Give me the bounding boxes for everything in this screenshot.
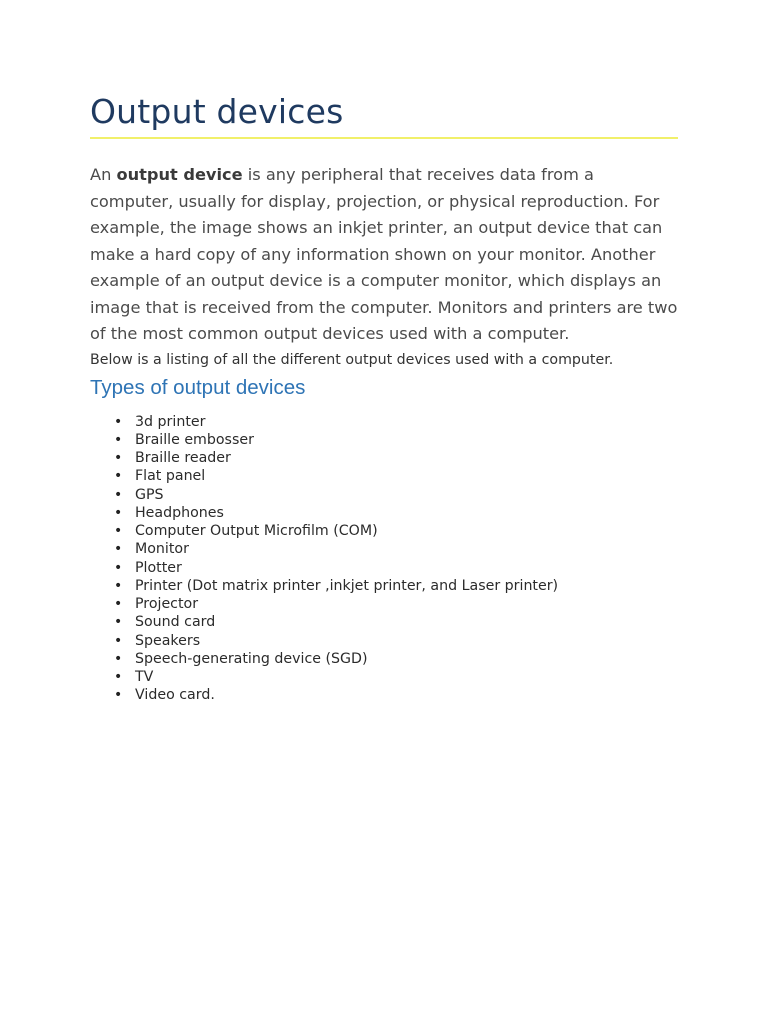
list-item (90, 522, 680, 540)
list-item-label: Braille reader (135, 450, 231, 466)
bullet-icon: • (114, 504, 123, 521)
bullet-icon: • (114, 632, 123, 649)
list-item-label: Video card. (135, 687, 215, 704)
bullet-icon: • (114, 596, 123, 612)
list-item-label: Monitor (135, 541, 189, 558)
intro-paragraph (90, 162, 680, 348)
intro-term: output device (116, 165, 243, 184)
list-item-label: Speakers (135, 632, 201, 649)
bullet-icon: • (114, 468, 123, 485)
bullet-icon: • (114, 541, 123, 558)
bullet-icon: • (114, 614, 123, 631)
list-item (90, 650, 680, 668)
bullet-icon: • (114, 523, 123, 539)
bullet-icon: • (114, 577, 123, 594)
list-item (90, 559, 680, 577)
device-list (90, 413, 680, 705)
list-item-label: Projector (135, 596, 199, 612)
intro-rest: is any peripheral that receives data from a computer, usually for display, projection, or physical reproduction. For example, the image shows an inkjet printer, an output device that can make a hard copy of any information shown on your monitor. Another example of an output device is a computer monitor, which displays an image that is received from the computer. Monitors and printers are two of the most common output devices used with a computer. (90, 165, 678, 343)
title-underline (90, 137, 678, 139)
document-page (90, 0, 680, 705)
list-item (90, 668, 680, 686)
list-item-label: Printer (Dot matrix printer ,inkjet printer, and Laser printer) (135, 577, 559, 594)
bullet-icon: • (114, 450, 123, 466)
bullet-icon: • (114, 650, 123, 667)
bullet-icon: • (114, 431, 123, 448)
intro-lead: An (90, 165, 117, 184)
list-item-label: Braille embosser (135, 431, 254, 448)
list-item (90, 449, 680, 467)
list-item (90, 504, 680, 522)
list-item (90, 613, 680, 631)
list-item-label: Computer Output Microfilm (COM) (135, 523, 378, 539)
list-item-label: TV (135, 669, 154, 685)
list-item (90, 577, 680, 595)
list-item (90, 595, 680, 613)
list-item-label: Speech-generating device (SGD) (135, 650, 368, 667)
list-item (90, 632, 680, 650)
bullet-icon: • (114, 669, 123, 685)
section-heading: Types of output devices (90, 375, 306, 399)
list-item-label: 3d printer (135, 413, 206, 430)
list-item (90, 431, 680, 449)
list-item-label: Headphones (135, 504, 224, 521)
list-item (90, 540, 680, 558)
list-item (90, 413, 680, 431)
page-title: Output devices (90, 92, 344, 131)
bullet-icon: • (114, 687, 123, 704)
list-item (90, 467, 680, 485)
listing-intro: Below is a listing of all the different output devices used with a computer. (90, 351, 614, 368)
list-item (90, 486, 680, 504)
bullet-icon: • (114, 486, 123, 503)
bullet-icon: • (114, 559, 123, 576)
list-item (90, 686, 680, 704)
bullet-icon: • (114, 413, 123, 430)
list-item-label: GPS (135, 486, 164, 503)
list-item-label: Plotter (135, 559, 182, 576)
list-item-label: Flat panel (135, 468, 206, 485)
list-item-label: Sound card (135, 614, 216, 631)
